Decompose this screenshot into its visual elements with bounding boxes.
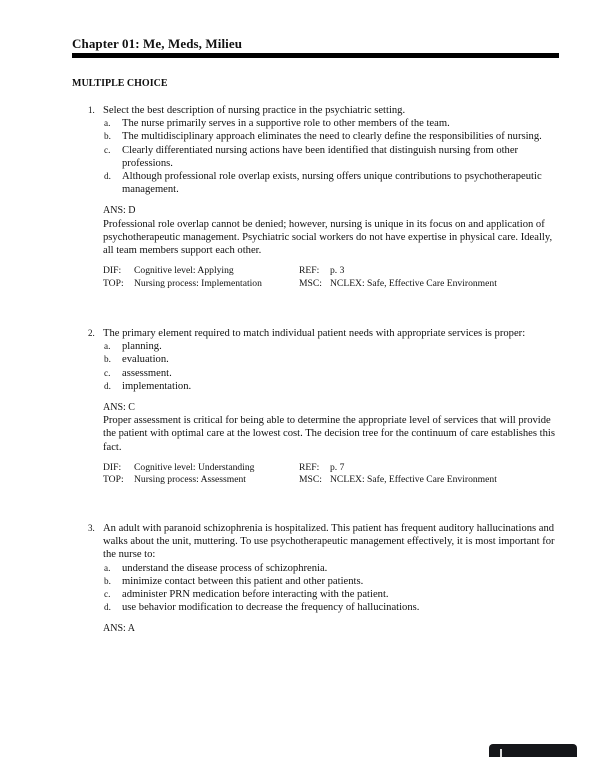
- rationale: Proper assessment is critical for being able to determine the appropriate level of services that will provide the patient with optimal care at the lowest cost. The decision tree for the continuum of care establishes this fact.: [103, 415, 555, 453]
- choice-text: planning.: [122, 341, 162, 353]
- meta-row-2: [72, 474, 559, 487]
- reference: p. 7: [330, 461, 345, 473]
- answer-key: ANS: D: [103, 205, 136, 217]
- choice-d: [72, 380, 559, 393]
- choice-text: minimize contact between this patient and other patients.: [122, 575, 364, 587]
- question-1: [72, 104, 559, 290]
- choice-letter: c.: [104, 367, 111, 378]
- question-stem: [72, 327, 559, 340]
- choice-d: [72, 170, 559, 196]
- question-text: Select the best description of nursing practice in the psychiatric setting.: [103, 105, 406, 116]
- difficulty: Cognitive level: Applying: [134, 265, 234, 277]
- msc-key: MSC:: [299, 474, 322, 486]
- choice-text: assessment.: [122, 367, 172, 379]
- question-text: The primary element required to match individual patient needs with appropriate services is proper:: [103, 328, 526, 339]
- msc: NCLEX: Safe, Effective Care Environment: [330, 277, 497, 289]
- choice-b: [72, 130, 559, 143]
- watermark-logo-icon: [500, 749, 502, 757]
- reference: p. 3: [330, 265, 345, 277]
- difficulty: Cognitive level: Understanding: [134, 461, 255, 473]
- choice-letter: d.: [104, 380, 111, 391]
- answer-block: [72, 204, 559, 257]
- top-key: TOP:: [103, 474, 124, 486]
- dif-key: DIF:: [103, 265, 122, 277]
- question-text: An adult with paranoid schizophrenia is hospitalized. This patient has frequent auditory hallucinations and walks about the unit, muttering. To use psychotherapeutic management effectively, it is most important for the nurse to:: [103, 523, 555, 561]
- question-number: 1.: [88, 105, 95, 115]
- choice-text: evaluation.: [122, 354, 169, 366]
- choice-c: [72, 588, 559, 601]
- choice-a: [72, 117, 559, 130]
- msc-key: MSC:: [299, 277, 322, 289]
- choice-letter: a.: [104, 118, 111, 129]
- choice-letter: b.: [104, 354, 111, 365]
- question-stem: [72, 104, 559, 117]
- choice-text: Clearly differentiated nursing actions have been identified that distinguish nursing from other professions.: [122, 144, 519, 169]
- choice-text: The multidisciplinary approach eliminates the need to clearly define the responsibilities of nursing.: [122, 131, 542, 143]
- choice-letter: c.: [104, 589, 111, 600]
- chapter-title: Chapter 01: Me, Meds, Milieu: [72, 36, 243, 51]
- question-stem: [72, 522, 559, 562]
- question-2: [72, 327, 559, 487]
- meta-row-1: [72, 462, 559, 475]
- title-rule: [72, 53, 559, 58]
- section-heading: MULTIPLE CHOICE: [72, 78, 168, 89]
- topic: Nursing process: Assessment: [134, 474, 246, 486]
- choice-letter: c.: [104, 144, 111, 155]
- choice-d: [72, 601, 559, 614]
- question-3: [72, 522, 559, 636]
- rationale: Professional role overlap cannot be denied; however, nursing is unique in its focus on and application of psychotherapeutic management. Psychiatric social workers do not have expertise in physical care. Ideally, all team members support each other.: [103, 218, 553, 257]
- choice-text: The nurse primarily serves in a supportive role to other members of the team.: [122, 118, 450, 130]
- choice-c: [72, 367, 559, 380]
- choice-text: Although professional role overlap exists, nursing offers unique contributions to psychotherapeutic management.: [122, 171, 542, 196]
- answer-key: ANS: A: [103, 623, 135, 635]
- choice-c: [72, 144, 559, 170]
- choice-text: understand the disease process of schizophrenia.: [122, 562, 328, 574]
- choice-b: [72, 575, 559, 588]
- meta-row-2: [72, 278, 559, 291]
- choice-a: [72, 562, 559, 575]
- choice-letter: b.: [104, 131, 111, 142]
- meta-row-1: [72, 265, 559, 278]
- answer-key: ANS: C: [103, 402, 135, 414]
- choice-a: [72, 340, 559, 353]
- question-number: 2.: [88, 328, 95, 338]
- choice-b: [72, 353, 559, 366]
- choice-text: use behavior modification to decrease the frequency of hallucinations.: [122, 602, 420, 614]
- choice-letter: d.: [104, 602, 111, 613]
- choice-letter: b.: [104, 575, 111, 586]
- question-metadata: [72, 462, 559, 487]
- choice-letter: d.: [104, 171, 111, 182]
- watermark-badge: [489, 744, 577, 757]
- ref-key: REF:: [299, 461, 320, 473]
- top-key: TOP:: [103, 277, 124, 289]
- question-metadata: [72, 265, 559, 290]
- topic: Nursing process: Implementation: [134, 277, 262, 289]
- choice-text: implementation.: [122, 380, 192, 392]
- question-number: 3.: [88, 523, 95, 533]
- dif-key: DIF:: [103, 461, 122, 473]
- choice-letter: a.: [104, 562, 111, 573]
- msc: NCLEX: Safe, Effective Care Environment: [330, 474, 497, 486]
- choice-letter: a.: [104, 341, 111, 352]
- choice-text: administer PRN medication before interacting with the patient.: [122, 589, 389, 601]
- answer-block: [72, 401, 559, 454]
- ref-key: REF:: [299, 265, 320, 277]
- answer-block: [72, 622, 559, 635]
